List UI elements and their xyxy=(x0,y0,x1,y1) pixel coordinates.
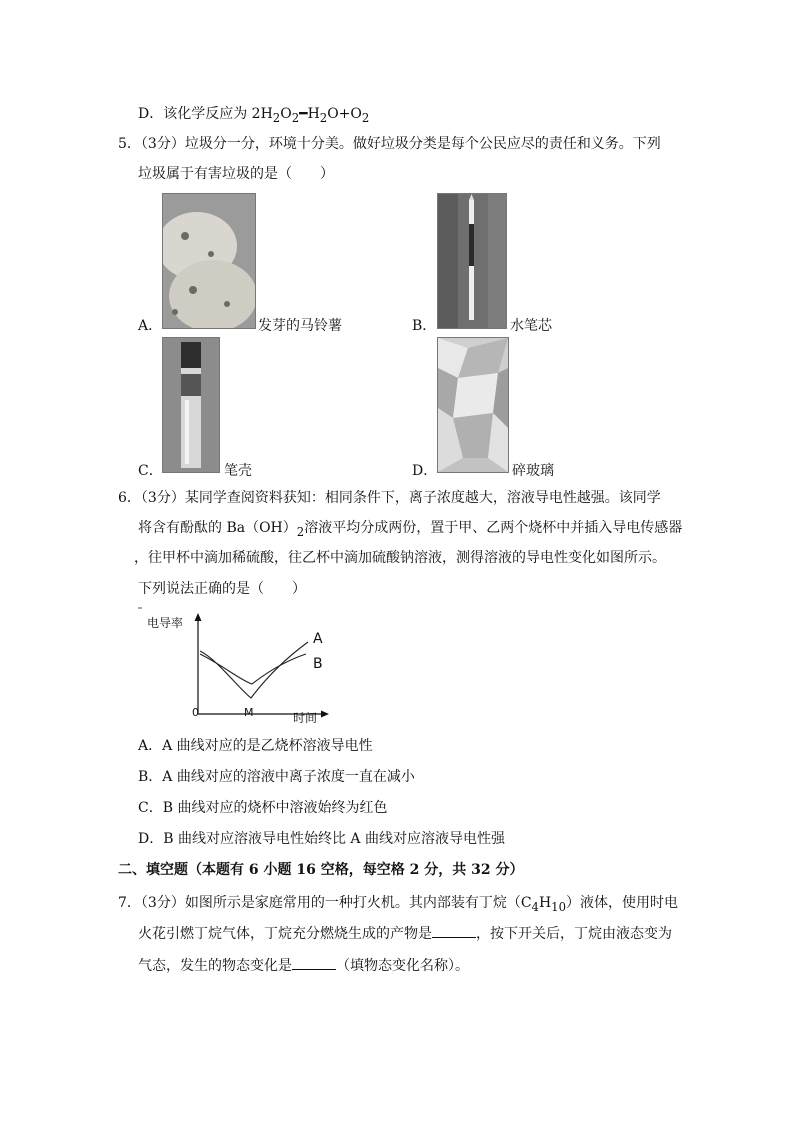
q6-stem-line4: 下列说法正确的是（ ） xyxy=(138,581,306,597)
q4-option-d-text: D．该化学反应为 2H xyxy=(138,106,273,122)
q7-text: 7．（3分）如图所示是家庭常用的一种打火机。其内部装有丁烷（C xyxy=(118,895,532,911)
q7-text: H xyxy=(538,895,552,911)
y-axis-arrow xyxy=(195,613,202,621)
q5-option-a-letter: A． xyxy=(138,318,163,334)
q5-option-c-label: 笔壳 xyxy=(224,463,252,479)
q6-stem-line2 xyxy=(138,518,682,542)
q6-stem-line3: ，往甲杯中滴加稀硫酸，往乙杯中滴加硫酸钠溶液，测得溶液的导电性变化如图所示。 xyxy=(134,550,666,566)
q7-text: ，按下开关后，丁烷由液态变为 xyxy=(476,926,672,942)
subscript: 2 xyxy=(319,110,328,125)
series-a-label: A xyxy=(313,631,323,647)
sprouted-potato-image xyxy=(162,193,256,329)
reaction-arrow: ━ xyxy=(299,106,308,122)
q5-option-b-letter: B． xyxy=(412,318,437,334)
answer-blank[interactable] xyxy=(432,925,476,938)
x-axis-arrow xyxy=(321,711,329,718)
q7-line1 xyxy=(118,893,678,917)
x-tick-label-m: M xyxy=(244,706,254,719)
q7-text: 火花引燃丁烷气体，丁烷充分燃烧生成的产物是 xyxy=(138,926,432,942)
q4-option-d-text: H xyxy=(307,106,320,122)
pen-refill-image xyxy=(437,193,507,329)
q5-stem-line2: 垃圾属于有害垃圾的是（ ） xyxy=(138,166,334,182)
q7-text: 气态，发生的物态变化是 xyxy=(138,958,292,974)
subscript: 10 xyxy=(551,899,567,914)
q7-line3 xyxy=(138,956,469,976)
q7-line2 xyxy=(138,924,672,944)
subscript: 4 xyxy=(531,899,539,914)
q7-text: （填物态变化名称）。 xyxy=(336,958,469,974)
q7-text: ）液体，使用时电 xyxy=(566,895,679,911)
origin-label: 0 xyxy=(192,706,199,719)
q6-stem-line1: 6．（3分）某同学查阅资料获知：相同条件下，离子浓度越大，溶液导电性越强。该同学 xyxy=(118,490,661,506)
q5-option-b-label: 水笔芯 xyxy=(510,318,552,334)
q6-stem-text: 将含有酚酞的 Ba（OH） xyxy=(138,520,297,536)
answer-blank[interactable] xyxy=(292,957,336,970)
subscript: 2 xyxy=(296,524,305,539)
subscript: 2 xyxy=(361,110,370,125)
conductivity-chart xyxy=(138,604,338,730)
q6-option-d: D．B 曲线对应溶液导电性始终比 A 曲线对应溶液导电性强 xyxy=(138,831,505,847)
q5-option-a-label: 发芽的马铃薯 xyxy=(258,318,342,334)
q4-option-d-text: O xyxy=(280,106,292,122)
series-a-line xyxy=(200,642,308,698)
q4-option-d xyxy=(138,104,369,128)
q6-option-a: A．A 曲线对应的是乙烧杯溶液导电性 xyxy=(138,738,373,754)
series-b-line xyxy=(200,654,306,684)
subscript: 2 xyxy=(291,110,300,125)
y-axis-label: 电导率 xyxy=(147,616,184,630)
q5-stem-line1: 5．（3分）垃圾分一分，环境十分美。做好垃圾分类是每个公民应尽的责任和义务。下列 xyxy=(118,136,661,152)
q6-option-b: B．A 曲线对应的溶液中离子浓度一直在减小 xyxy=(138,769,415,785)
q5-option-c-letter: C． xyxy=(138,463,163,479)
broken-glass-image xyxy=(437,337,509,473)
section-heading: 二、填空题（本题有 6 小题 16 空格，每空格 2 分，共 32 分） xyxy=(118,862,524,878)
x-axis-label: 时间 xyxy=(293,711,318,725)
q5-option-d-letter: D． xyxy=(412,463,438,479)
q4-option-d-text: O+O xyxy=(327,106,362,122)
pen-shell-image xyxy=(162,337,220,473)
q6-stem-text: 溶液平均分成两份，置于甲、乙两个烧杯中并插入导电传感器 xyxy=(304,520,683,536)
subscript: 2 xyxy=(272,110,281,125)
q6-option-c: C．B 曲线对应的烧杯中溶液始终为红色 xyxy=(138,800,388,816)
q5-option-d-label: 碎玻璃 xyxy=(512,463,554,479)
series-b-label: B xyxy=(313,656,323,672)
